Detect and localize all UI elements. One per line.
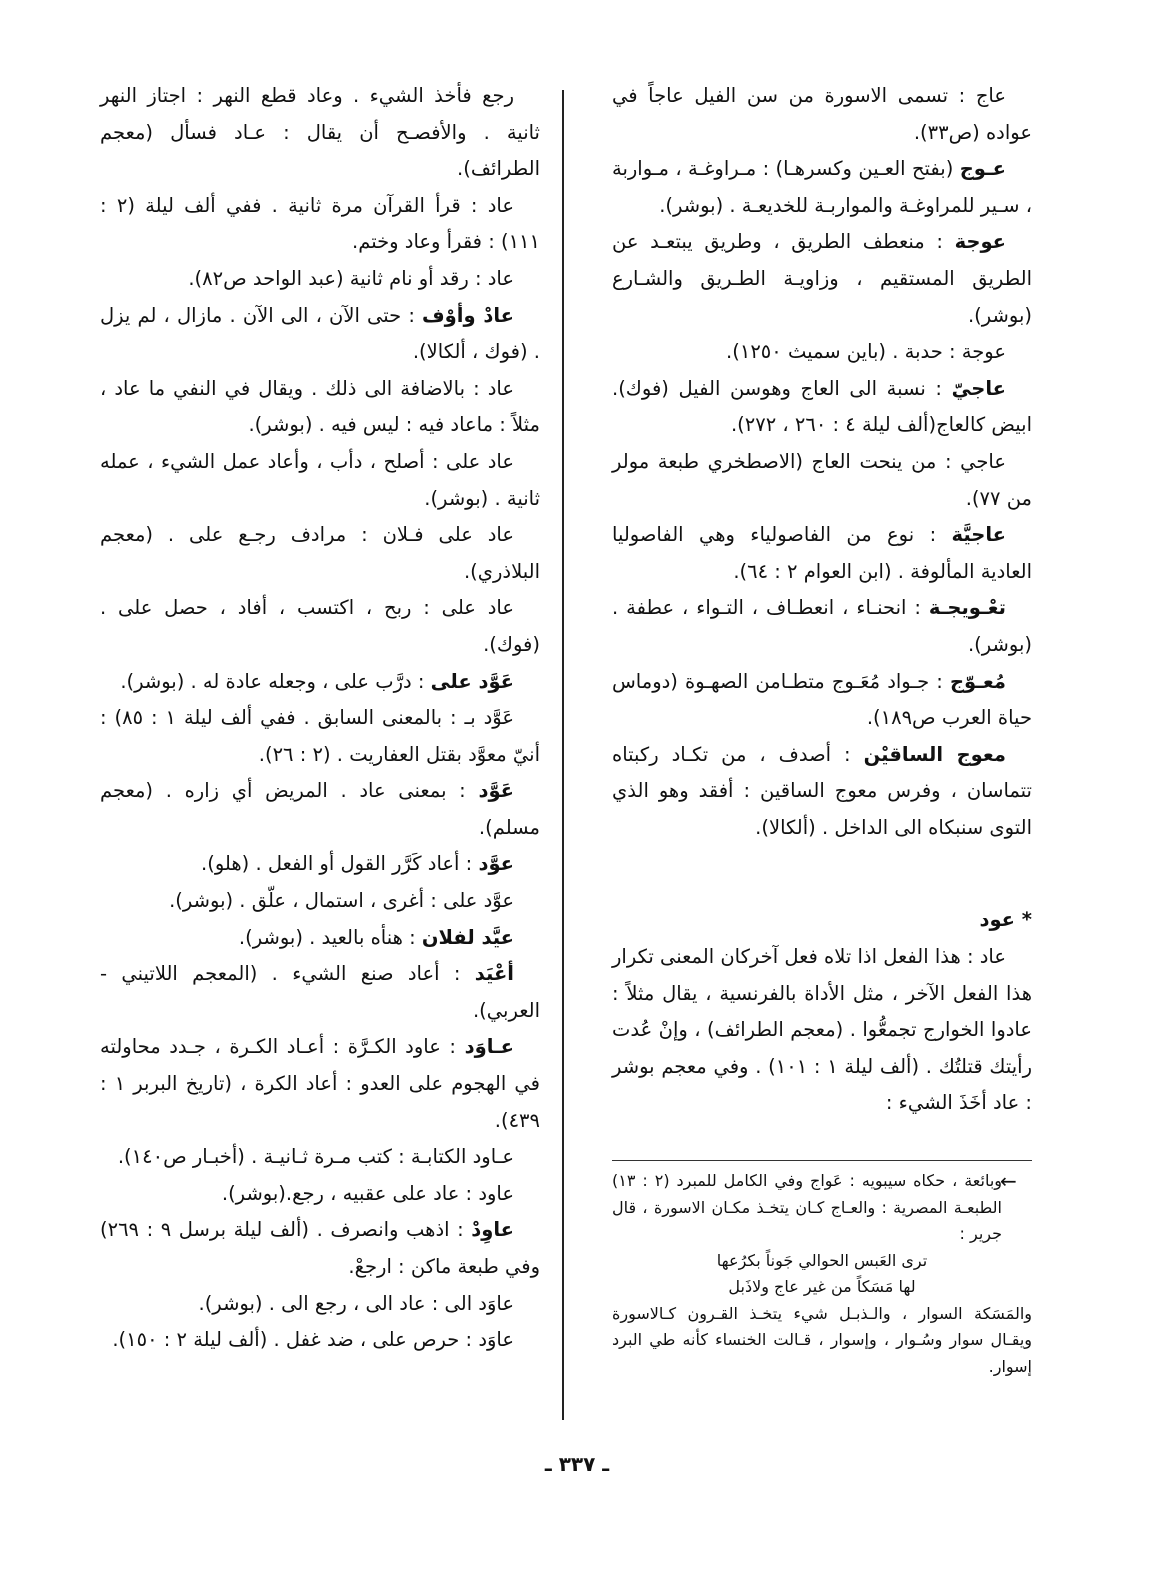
footnote-line: وبائعة ، حكاه سيبويه : عَواج وفي الكامل للمبرد (٢ : ١٣) الطبعـة المصرية : والعـاج كـان يتخـذ مكـان الاسورة ، قال جرير : <box>612 1171 1003 1243</box>
dictionary-entry <box>612 664 1032 737</box>
entry-definition: عاوَد الى : عاد الى ، رجع الى . (بوشر). <box>198 1291 514 1315</box>
entry-definition: عاود : عاد على عقبيه ، رجع.(بوشر). <box>221 1181 514 1205</box>
column-divider <box>562 90 564 1420</box>
dictionary-entry <box>100 444 540 517</box>
footnote-verse-2: لها مَسَكاً من غير عاج ولاذَبل <box>728 1277 916 1296</box>
dictionary-entry <box>100 664 540 701</box>
dictionary-entry <box>612 444 1032 517</box>
dictionary-entry <box>100 1139 540 1176</box>
dictionary-entry <box>612 151 1032 224</box>
dictionary-entry <box>100 1176 540 1213</box>
entry-definition: عاج : تسمى الاسورة من سن الفيل عاجاً في عواده (ص٣٣). <box>612 84 1032 144</box>
dictionary-entry <box>100 1029 540 1139</box>
entry-definition: عاوَد : حرص على ، ضد غفل . (ألف ليلة ٢ : ١٥٠). <box>112 1328 514 1352</box>
dictionary-entry <box>612 78 1032 151</box>
left-column <box>100 78 540 1359</box>
section-entry: عاد : هذا الفعل اذا تلاه فعل آخركان المعنى تكرار هذا الفعل الآخر ، مثل الأداة بالفرنسية ، يقال مثلاً : عادوا الخوارج تجمعُّوا . (معجم الطرائف) ، وإنْ عُدت رأيتك قتلتُك . (ألف ليلة ١ : ١٠١) . وفي معجم بوشر : عاد أخَذَ الشيء : <box>612 945 1033 1115</box>
entry-definition: عاد : قرأ القرآن مرة ثانية . ففي ألف ليلة (٢ : ١١١) : فقرأ وعاد وختم. <box>100 193 540 254</box>
entry-definition: عاد على فـلان : مرادف رجـع على . (معجم البلاذري). <box>100 523 540 583</box>
entry-headword: عَوَّد <box>478 779 514 803</box>
entry-headword: عوجة <box>954 230 1006 254</box>
footnote-verse-1: ترى العَبس الحوالي جَوناً بكرُعها <box>716 1250 928 1270</box>
dictionary-entry <box>100 846 540 883</box>
entry-headword: عوَّد <box>478 852 514 876</box>
footnote-rule <box>612 1160 1032 1161</box>
entry-headword: عاجيَّة <box>951 523 1006 547</box>
entry-definition: : حتى الآن ، الى الآن . مازال ، لم يزل . (فوك ، ألكالا). <box>100 303 540 364</box>
dictionary-entry <box>100 883 540 920</box>
dictionary-entry <box>612 371 1032 444</box>
entry-definition: عـاود الكتابـة : كتب مـرة ثـانيـة . (أخبـار ص١٤٠). <box>117 1145 514 1169</box>
entry-headword: عادْ وأوْف <box>422 303 514 327</box>
entry-definition: : أصدف ، من تكـاد ركبتاه تتماسان ، وفرس معوج الساقين : أفقد وهو الذي التوى سنبكاه الى الداخل . (ألكالا). <box>612 742 1032 839</box>
dictionary-entry <box>612 737 1032 847</box>
entry-definition: : نوع من الفاصولياء وهي الفاصوليا العادية المألوفة . (ابن العوام ٢ : ٦٤). <box>612 523 1032 583</box>
entry-headword: عـوج <box>959 157 1006 181</box>
page-number: ـ ٣٣٧ ـ <box>544 1452 610 1476</box>
entry-definition: : أعاد كَرَّر القول أو الفعل . (هلو). <box>201 852 479 876</box>
dictionary-entry <box>100 298 540 371</box>
entry-definition: : منعطف الطريق ، وطريق يبتعـد عن الطريق المستقيم ، وزاويـة الطـريق والشـارع (بوشر). <box>612 230 1032 327</box>
entry-definition: عاجي : من ينحت العاج (الاصطخري طبعة مولر من ٧٧). <box>612 449 1032 510</box>
entry-definition: : جـواد مُعَـوج متطـامن الصهـوة (دوماس حياة العرب ص١٨٩). <box>612 669 1032 730</box>
entry-definition: عاد : رقد أو نام ثانية (عبد الواحد ص٨٢). <box>188 266 514 290</box>
dictionary-entry <box>100 261 540 298</box>
dictionary-entry <box>100 1212 540 1285</box>
entry-definition: : انحنـاء ، انعطـاف ، التـواء ، عطفة . (بوشر). <box>612 596 1032 656</box>
dictionary-entry <box>100 773 540 846</box>
dictionary-entry <box>100 700 540 773</box>
entry-headword: تعْـويجـة <box>928 596 1006 620</box>
entry-headword: عاوِدْ <box>471 1218 514 1242</box>
entry-definition: عاد على : ربح ، اكتسب ، أفاد ، حصل على . (فوك). <box>100 596 540 656</box>
entry-definition: : بمعنى عاد . المريض أي زاره . (معجم مسلم). <box>100 779 540 839</box>
entry-headword: أعْيَد <box>474 962 514 986</box>
entry-definition: عاد : بالاضافة الى ذلك . ويقال في النفي ما عاد ، مثلاً : ماعاد فيه : ليس فيه . (بوشر). <box>100 376 540 437</box>
dictionary-entry <box>100 956 540 1029</box>
dictionary-entry <box>100 1322 540 1359</box>
entry-definition: عوجة : حدبة . (باين سميث ١٢٥٠). <box>726 340 1006 364</box>
dictionary-entry <box>100 590 540 663</box>
dictionary-entry <box>100 371 540 444</box>
right-column <box>612 78 1032 1122</box>
dictionary-entry <box>100 517 540 590</box>
entry-definition: : أعاد صنع الشيء . (المعجم اللاتيني - العربي). <box>100 962 540 1022</box>
entry-headword: عَوَّد على <box>430 669 514 693</box>
entry-headword: مُعـوّج <box>949 669 1006 693</box>
dictionary-entry <box>100 78 540 188</box>
entry-definition: رجع فأخذ الشيء . وعاد قطع النهر : اجتاز النهر ثانية . والأفصـح أن يقال : عـاد فسأل (معجم الطرائف). <box>100 84 540 181</box>
dictionary-entry <box>612 334 1032 371</box>
entry-definition: : هنأه بالعيد . (بوشر). <box>238 925 422 949</box>
entry-definition: : درَّب على ، وجعله عادة له . (بوشر). <box>120 669 431 693</box>
dictionary-entry <box>100 1286 540 1323</box>
entry-definition: : عاود الكـرَّة : أعـاد الكـرة ، جـدد محاولته في الهجوم على العدو : أعاد الكرة ، (تاريخ البربر ١ : ٤٣٩). <box>100 1035 540 1132</box>
entry-definition: عَوَّد بـ : بالمعنى السابق . ففي ألف ليلة ١ : ٨٥) : أنيّ معوَّد بقتل العفاريت . (٢ : ٢٦). <box>100 706 540 766</box>
entry-definition: : اذهب وانصرف . (ألف ليلة برسل ٩ : ٢٦٩) وفي طبعة ماكن : ارجعْ. <box>100 1218 540 1278</box>
entry-headword: معوج الساقيْن <box>863 742 1006 766</box>
dictionary-entry <box>612 224 1032 334</box>
entry-headword: عـاوَد <box>464 1035 514 1059</box>
entry-headword: عاجيّ <box>951 376 1006 400</box>
footnote-arrow-icon: ← <box>1000 1169 1017 1193</box>
entry-headword: عيَّد لفلان <box>421 925 514 949</box>
dictionary-entry <box>612 590 1032 663</box>
footnote <box>612 1168 1032 1380</box>
dictionary-entry <box>612 517 1032 590</box>
dictionary-entry <box>100 188 540 261</box>
entry-definition: (بفتح العـين وكسرهـا) : مـراوغـة ، مـواربة ، سـير للمراوغـة والمواربـة للخديعـة . (بوشر). <box>612 157 1032 217</box>
footnote-tail: والمَسَكة السوار ، والـذبـل شيء يتخـذ القـرون كـالاسورة ويقـال سوار وسُـوار ، وإسوار ، قـالت الخنساء كأنه طي البرد إسوار. <box>612 1303 1032 1376</box>
entry-definition: : نسبة الى العاج وهوسن الفيل (فوك). ابيض كالعاج(ألف ليلة ٤ : ٢٦٠ ، ٢٧٢). <box>612 376 1032 437</box>
entry-definition: عاد على : أصلح ، دأب ، وأعاد عمل الشيء ، عمله ثانية . (بوشر). <box>100 449 540 510</box>
dictionary-entry <box>100 920 540 957</box>
section-heading: * عود <box>979 908 1032 932</box>
entry-definition: عوَّد على : أغرى ، استمال ، علّق . (بوشر). <box>169 889 514 913</box>
